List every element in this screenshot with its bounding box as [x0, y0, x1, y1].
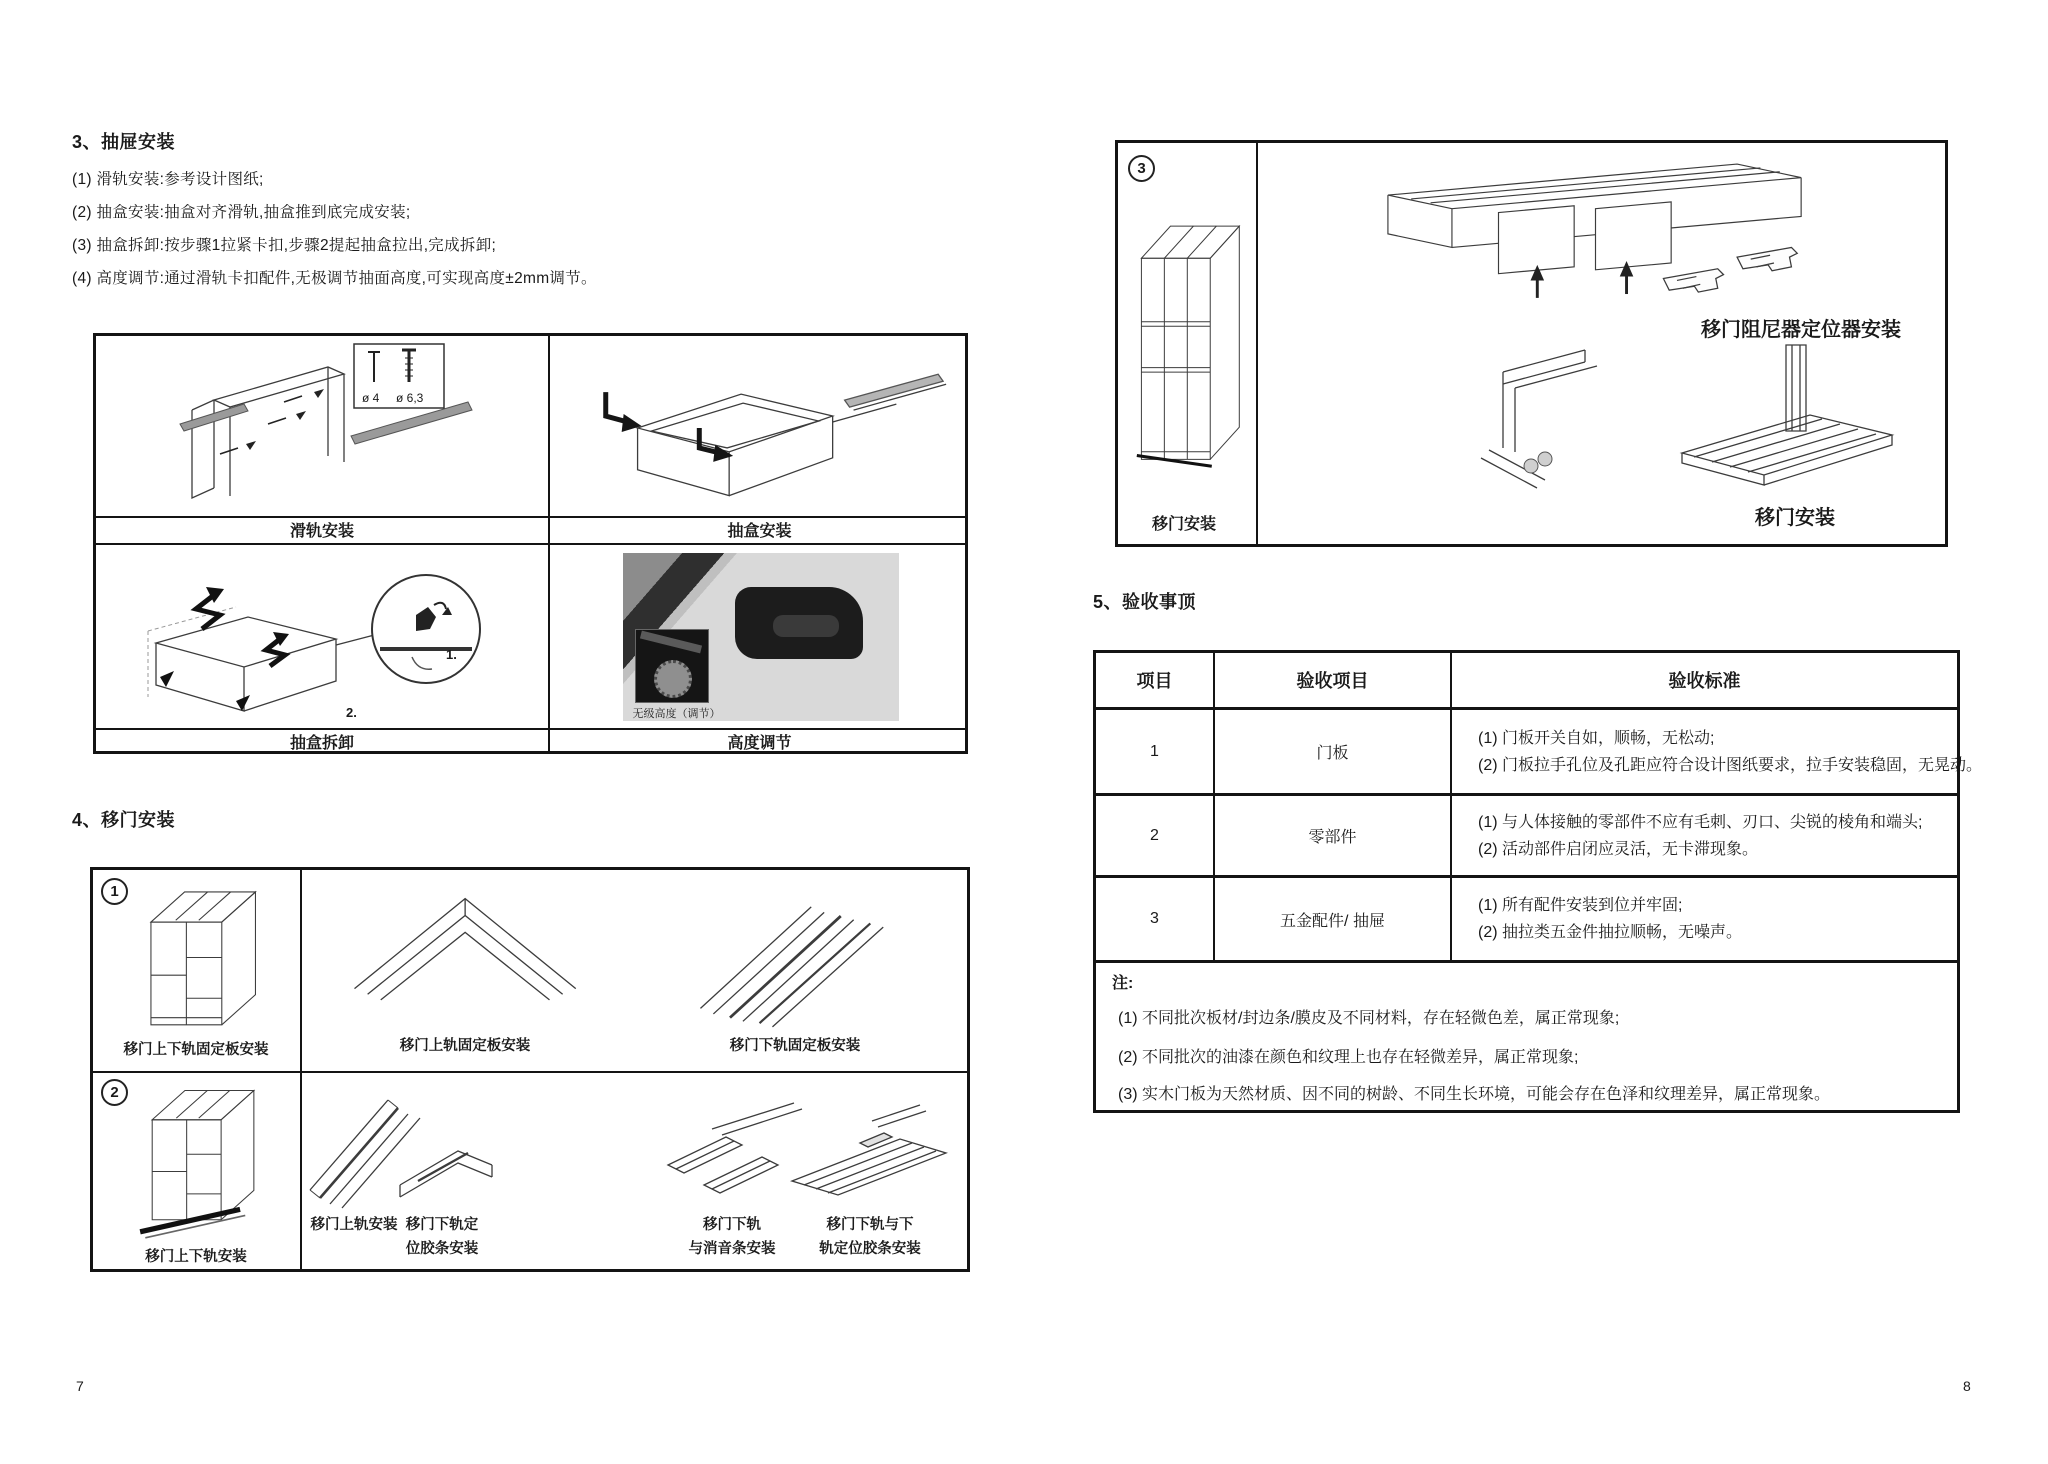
table-header-criteria: 验收标准: [1668, 671, 1741, 691]
lower-track-combo-drawing: [780, 1081, 960, 1216]
upper-track-plate-drawing: [322, 878, 612, 1028]
bottom-rail-profile-drawing: [1668, 335, 1903, 500]
removal-step-2: 2.: [346, 705, 357, 720]
note-3: (3) 实木门板为天然材质、因不同的树龄、不同生长环境，可能会存在色泽和纹理差异，属正常现象。: [1118, 1086, 1831, 1103]
figure-track-install-details: [302, 1073, 973, 1275]
table-row3-item: 五金配件/ 抽屉: [1280, 912, 1385, 930]
figure-height-adjust: [550, 545, 971, 728]
figure-track-plates-detail: [302, 870, 973, 1071]
badge-circled-1: 1: [101, 878, 128, 905]
table-row1-no: 1: [1150, 742, 1159, 760]
badge-circled-2: 2: [101, 1079, 128, 1106]
table-row2-no: 2: [1150, 826, 1159, 844]
figure-door-cabinet: [1118, 143, 1256, 544]
table-row3-criteria: (1) 所有配件安装到位并牢固; (2) 抽拉类五金件抽拉顺畅，无噪声。: [1478, 897, 1743, 941]
wardrobe-doors-drawing: [1120, 169, 1250, 505]
drawer-box-drawing: [550, 336, 971, 516]
figure-slide-rail-install: [96, 336, 548, 516]
screw-spec-2: ø 6,3: [396, 391, 424, 405]
slide-rail-drawing: [96, 336, 548, 516]
damper-clip-icons: [1663, 247, 1797, 292]
note-2: (2) 不同批次的油漆在颜色和纹理上也存在轻微差异，属正常现象;: [1118, 1049, 1579, 1066]
sliding-door-install-figure: [1115, 140, 1948, 547]
note-1: (1) 不同批次板材/封边条/膜皮及不同材料，存在轻微色差，属正常现象;: [1118, 1010, 1620, 1027]
step-4: (4) 高度调节:通过滑轨卡扣配件,无极调节抽面高度,可实现高度±2mm调节。: [72, 270, 597, 287]
figure-drawer-box-install: [550, 336, 971, 516]
page-number-right: 8: [1963, 1378, 1971, 1394]
wardrobe-track-drawing: [107, 1075, 287, 1243]
figure-label-slide-rail: 滑轨安装: [289, 523, 354, 540]
figure-track-install-overview: [93, 1073, 300, 1275]
screw-spec-1: ø 4: [362, 391, 380, 405]
table-row3-no: 3: [1150, 910, 1159, 927]
label-door-install: 移门安装: [1755, 507, 1835, 529]
label-lower-track-gasket: 移门下轨定 位胶条安装: [405, 1217, 479, 1257]
acceptance-table: [1093, 650, 1983, 1113]
table-notes: [1096, 960, 1957, 1110]
step-2: (2) 抽盒安装:抽盒对齐滑轨,抽盒推到底完成安装;: [72, 204, 411, 221]
table-row2-criteria: (1) 与人体接触的零部件不应有毛刺、刃口、尖锐的棱角和端头; (2) 活动部件启闭应灵活，无卡滞现象。: [1478, 813, 1923, 858]
section3-title: 3、抽屉安装: [72, 132, 176, 152]
figure-label-drawer-box: 抽盒安装: [727, 523, 792, 540]
label-damper-positioner: 移门阻尼器定位器安装: [1701, 319, 1901, 341]
label-track-plates-overview: 移门上下轨固定板安装: [123, 1042, 269, 1058]
table-header-item: 验收项目: [1296, 671, 1369, 691]
notes-title: 注:: [1112, 975, 1134, 992]
drawer-figure-grid: [93, 333, 968, 754]
figure-label-drawer-removal: 抽盒拆卸: [289, 735, 354, 752]
figure-track-plates-overview: [93, 870, 300, 1071]
section3-steps: [72, 163, 597, 295]
label-track-install-overview: 移门上下轨安装: [145, 1249, 247, 1265]
top-rail-damper-drawing: [1353, 149, 1838, 311]
table-header-no: 项目: [1136, 671, 1173, 691]
label-lower-track-combo: 移门下轨与下 轨定位胶条安装: [819, 1217, 921, 1257]
label-upper-track-install: 移门上轨安装: [310, 1217, 398, 1233]
section4-title: 4、移门安装: [72, 810, 176, 830]
sliding-door-figure-grid: [90, 867, 970, 1272]
table-row2-item: 零部件: [1308, 829, 1357, 846]
lower-track-plate-drawing: [682, 878, 922, 1028]
adjust-inset-photo: [635, 629, 709, 703]
lower-track-gasket-drawing: [388, 1089, 503, 1219]
section5-title: 5、验收事顶: [1093, 592, 1197, 612]
height-adjust-photo: [623, 553, 899, 721]
photo-caption: 无级高度（调节）: [632, 707, 721, 720]
drawer-removal-drawing: [96, 545, 548, 728]
label-door-cabinet: 移门安装: [1151, 516, 1217, 533]
badge-circled-3: 3: [1128, 155, 1155, 182]
figure-label-height-adjust: 高度调节: [727, 735, 792, 752]
label-lower-track-plate: 移门下轨固定板安装: [729, 1038, 861, 1054]
figure-door-details: [1258, 143, 1951, 544]
page-number-left: 7: [76, 1378, 84, 1394]
step-1: (1) 滑轨安装:参考设计图纸;: [72, 171, 264, 188]
top-rail-profile-drawing: [1473, 338, 1613, 498]
label-upper-track-plate: 移门上轨固定板安装: [399, 1038, 531, 1054]
wardrobe-frame-drawing: [107, 876, 287, 1031]
label-lower-track-silencer: 移门下轨 与消音条安装: [688, 1217, 776, 1257]
table-row1-criteria: (1) 门板开关自如，顺畅，无松动; (2) 门板拉手孔位及孔距应符合设计图纸要求，拉手安装稳固，无晃动。: [1478, 729, 1983, 774]
figure-drawer-removal: [96, 545, 548, 728]
table-row1-item: 门板: [1316, 745, 1349, 762]
step-3: (3) 抽盒拆卸:按步骤1拉紧卡扣,步骤2提起抽盒拉出,完成拆卸;: [72, 237, 497, 254]
removal-step-1: 1.: [446, 647, 457, 662]
